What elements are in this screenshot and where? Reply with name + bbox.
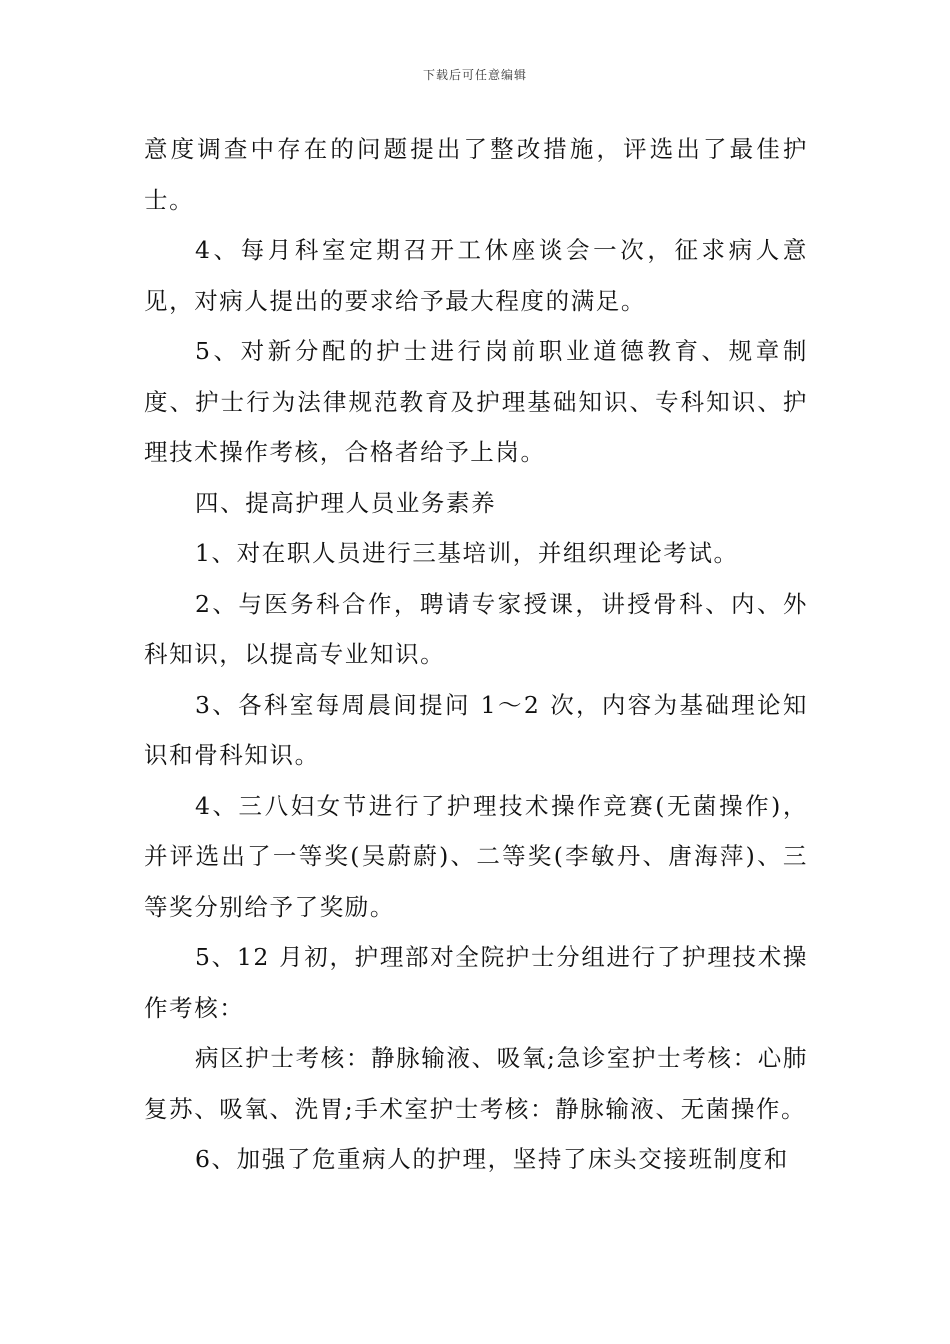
- paragraph: 3、各科室每周晨间提问 1～2 次，内容为基础理论知识和骨科知识。: [144, 690, 808, 769]
- paragraph: 1、对在职人员进行三基培训，并组织理论考试。: [195, 539, 739, 567]
- paragraph: 4、每月科室定期召开工休座谈会一次，征求病人意见，对病人提出的要求给予最大程度的满足。: [144, 236, 808, 315]
- paragraph: 5、对新分配的护士进行岗前职业道德教育、规章制度、护士行为法律规范教育及护理基础知识、专科知识、护理技术操作考核，合格者给予上岗。: [144, 337, 808, 466]
- paragraph: 2、与医务科合作，聘请专家授课，讲授骨科、内、外科知识，以提高专业知识。: [144, 589, 808, 668]
- page-header: 下载后可任意编辑: [422, 68, 527, 82]
- document-body: [144, 124, 808, 1185]
- paragraph: 5、12 月初，护理部对全院护士分组进行了护理技术操作考核：: [144, 943, 808, 1022]
- paragraph: 病区护士考核：静脉输液、吸氧;急诊室护士考核：心肺复苏、吸氧、洗胃;手术室护士考核：静脉输液、无菌操作。: [144, 1044, 808, 1123]
- paragraph: 6、加强了危重病人的护理，坚持了床头交接班制度和: [195, 1145, 789, 1173]
- section-heading: 四、提高护理人员业务素养: [195, 488, 497, 517]
- paragraph: 意度调查中存在的问题提出了整改措施，评选出了最佳护士。: [144, 135, 808, 214]
- paragraph: 4、三八妇女节进行了护理技术操作竞赛(无菌操作)，并评选出了一等奖(吴蔚蔚)、二等奖(李敏丹、唐海萍)、三等奖分别给予了奖励。: [144, 791, 808, 921]
